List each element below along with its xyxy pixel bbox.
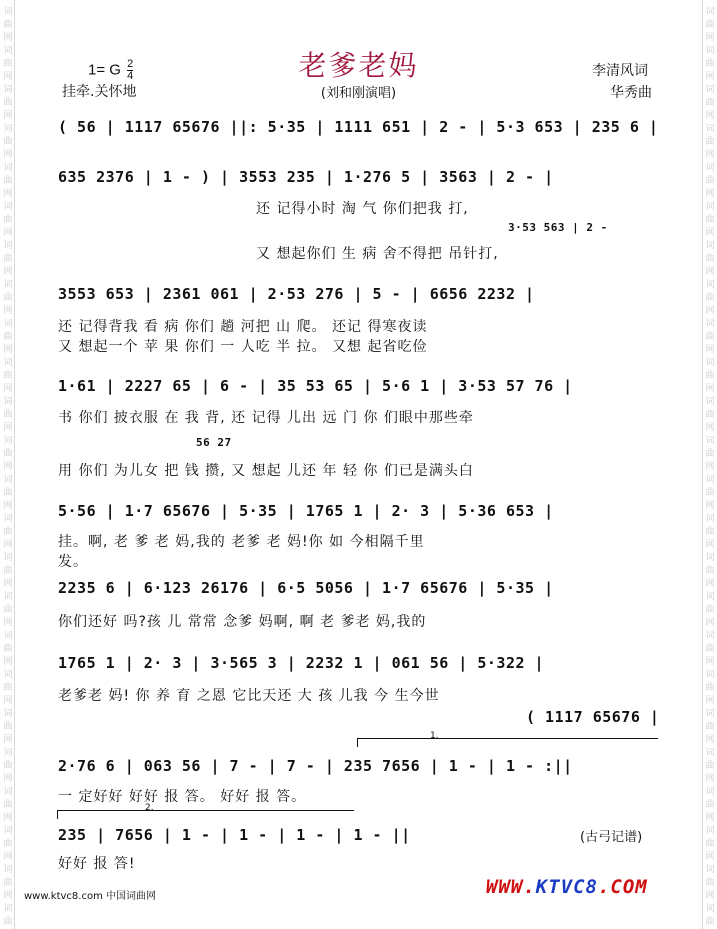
watermark-glyph: 曲 [3,839,13,849]
watermark-glyph: 曲 [3,566,13,576]
watermark-glyph: 曲 [705,20,715,30]
footer-logo-www: WWW. [486,876,536,898]
watermark-glyph: 曲 [705,371,715,381]
time-signature [127,59,133,82]
notation-row-4: 3553 653 | 2361 061 | 2·53 276 | 5 - | 6656 2232 | [58,285,535,303]
watermark-glyph: 曲 [3,449,13,459]
watermark-glyph: 词 [3,865,13,875]
watermark-glyph: 曲 [705,878,715,888]
watermark-glyph: 曲 [3,332,13,342]
watermark-glyph: 网 [705,891,715,901]
watermark-glyph: 词 [3,202,13,212]
watermark-glyph: 曲 [705,410,715,420]
footer-site-credit: www.ktvc8.com 中国词曲网 [24,891,157,902]
watermark-glyph: 曲 [705,98,715,108]
watermark-glyph: 曲 [705,254,715,264]
watermark-glyph: 词 [3,85,13,95]
lyric-row-2: 还 记得小时 淘 气 你们把我 打, [256,201,469,217]
watermark-glyph: 曲 [705,644,715,654]
right-margin-watermark [702,0,717,929]
volta-2-label: 2. [145,803,154,813]
watermark-glyph: 曲 [3,176,13,186]
lyricist-credit: 李清风词 [592,63,648,79]
performer-credit: (刘和刚演唱) [320,86,397,101]
watermark-glyph: 网 [705,345,715,355]
watermark-glyph: 网 [3,267,13,277]
watermark-glyph: 网 [705,189,715,199]
volta-2-bracket [57,810,354,819]
watermark-glyph: 网 [3,852,13,862]
watermark-glyph: 曲 [3,722,13,732]
watermark-glyph: 网 [3,384,13,394]
lyric-row-11: 好好 报 答! [58,856,136,872]
watermark-glyph: 词 [3,436,13,446]
watermark-glyph: 网 [3,891,13,901]
lyric-row-3: 又 想起你们 生 病 舍不得把 吊针打, [256,246,499,262]
watermark-glyph: 曲 [3,215,13,225]
watermark-glyph: 曲 [705,449,715,459]
watermark-glyph: 网 [705,150,715,160]
footer-logo-com: .COM [597,876,648,898]
watermark-glyph: 网 [705,774,715,784]
watermark-glyph: 词 [705,787,715,797]
watermark-glyph: 曲 [3,644,13,654]
watermark-glyph: 网 [3,579,13,589]
lyric-row-7: 挂。啊, 老 爹 老 妈,我的 老爹 老 妈!你 如 今相隔千里 [58,534,425,550]
watermark-glyph: 词 [705,709,715,719]
watermark-glyph: 曲 [705,137,715,147]
watermark-glyph: 曲 [705,215,715,225]
watermark-glyph: 词 [705,592,715,602]
watermark-glyph: 词 [705,826,715,836]
watermark-glyph: 曲 [3,488,13,498]
watermark-glyph: 网 [3,540,13,550]
watermark-glyph: 词 [3,787,13,797]
watermark-glyph: 网 [705,696,715,706]
watermark-glyph: 词 [3,163,13,173]
watermark-glyph: 网 [705,579,715,589]
watermark-glyph: 网 [705,423,715,433]
lyric-row-7-extra: 发。 [58,554,88,570]
watermark-glyph: 网 [3,345,13,355]
watermark-glyph: 网 [3,150,13,160]
notation-row-2: 635 2376 | 1 - ) | 3553 235 | 1·276 5 | 3563 | 2 - | [58,168,554,186]
watermark-glyph: 曲 [3,917,13,927]
watermark-glyph: 词 [705,865,715,875]
watermark-glyph: 曲 [3,59,13,69]
watermark-glyph: 词 [3,553,13,563]
watermark-glyph: 词 [705,163,715,173]
watermark-glyph: 网 [705,462,715,472]
watermark-glyph: 词 [3,241,13,251]
watermark-glyph: 曲 [3,98,13,108]
watermark-glyph: 词 [705,475,715,485]
watermark-glyph: 词 [705,670,715,680]
key-text: 1= G [88,61,121,79]
watermark-glyph: 网 [705,501,715,511]
watermark-glyph: 网 [3,33,13,43]
watermark-glyph: 词 [705,280,715,290]
watermark-glyph: 词 [3,358,13,368]
watermark-glyph: 网 [3,306,13,316]
lyric-row-6: 用 你们 为儿女 把 钱 攒, 又 想起 儿还 年 轻 你 们已是满头白 [58,463,474,479]
lyric-row-5: 书 你们 披衣服 在 我 背, 还 记得 儿出 远 门 你 们眼中那些牵 [58,410,474,426]
watermark-glyph: 词 [705,436,715,446]
watermark-glyph: 词 [3,46,13,56]
watermark-glyph: 词 [705,202,715,212]
watermark-glyph: 曲 [705,176,715,186]
watermark-glyph: 曲 [705,332,715,342]
watermark-glyph: 曲 [705,917,715,927]
lyric-row-10: 一 定好好 好好 报 答。 好好 报 答。 [58,789,307,805]
watermark-glyph: 网 [705,72,715,82]
watermark-glyph: 词 [705,46,715,56]
watermark-glyph: 网 [705,384,715,394]
watermark-glyph: 词 [3,397,13,407]
watermark-glyph: 曲 [705,488,715,498]
notation-row-9-tail: ( 1117 65676 | [526,708,660,726]
watermark-glyph: 词 [3,124,13,134]
notation-row-9: 1765 1 | 2· 3 | 3·565 3 | 2232 1 | 061 56 | 5·322 | [58,654,545,672]
notation-row-7: 5·56 | 1·7 65676 | 5·35 | 1765 1 | 2· 3 | 5·36 653 | [58,502,554,520]
watermark-glyph: 曲 [3,293,13,303]
watermark-glyph: 曲 [3,878,13,888]
watermark-glyph: 网 [705,306,715,316]
watermark-glyph: 网 [3,774,13,784]
watermark-glyph: 词 [705,358,715,368]
watermark-glyph: 网 [3,618,13,628]
watermark-glyph: 词 [3,475,13,485]
watermark-glyph: 网 [705,111,715,121]
watermark-glyph: 曲 [705,59,715,69]
watermark-glyph: 网 [3,462,13,472]
watermark-glyph: 网 [3,423,13,433]
watermark-glyph: 网 [3,111,13,121]
watermark-glyph: 词 [3,826,13,836]
watermark-glyph: 网 [705,540,715,550]
variant-notation-row-6: 56 27 [196,436,232,449]
watermark-glyph: 词 [3,7,13,17]
watermark-glyph: 网 [705,735,715,745]
variant-notation-row-3: 3·53 563 | 2 - [508,221,608,234]
watermark-glyph: 网 [3,501,13,511]
volta-1-bracket [357,738,658,747]
watermark-glyph: 词 [705,124,715,134]
notation-row-1: ( 56 | 1117 65676 ||: 5·35 | 1111 651 | 2 - | 5·3 653 | 235 6 | [58,118,659,136]
notation-row-10: 2·76 6 | 063 56 | 7 - | 7 - | 235 7656 | 1 - | 1 - :|| [58,757,573,775]
lyric-row-9: 老爹老 妈! 你 养 育 之恩 它比天还 大 孩 儿我 今 生今世 [58,688,440,704]
watermark-glyph: 曲 [705,683,715,693]
watermark-glyph: 词 [3,709,13,719]
notation-row-11: 235 | 7656 | 1 - | 1 - | 1 - | 1 - || [58,826,411,844]
watermark-glyph: 曲 [3,410,13,420]
notation-row-8: 2235 6 | 6·123 26176 | 6·5 5056 | 1·7 65676 | 5·35 | [58,579,554,597]
watermark-glyph: 网 [3,696,13,706]
watermark-glyph: 曲 [705,527,715,537]
watermark-glyph: 词 [3,514,13,524]
watermark-glyph: 词 [705,553,715,563]
watermark-glyph: 词 [705,514,715,524]
left-margin-watermark [0,0,15,929]
lyric-row-4-verse-2: 又 想起一个 苹 果 你们 一 人吃 半 拉。 又想 起省吃俭 [58,339,428,355]
watermark-glyph: 曲 [705,839,715,849]
lyric-row-4-verse-1: 还 记得背我 看 病 你们 趟 河把 山 爬。 还记 得寒夜读 [58,319,428,335]
watermark-glyph: 网 [3,813,13,823]
watermark-glyph: 曲 [3,527,13,537]
watermark-glyph: 词 [3,319,13,329]
watermark-glyph: 网 [705,267,715,277]
watermark-glyph: 曲 [3,605,13,615]
watermark-glyph: 词 [3,631,13,641]
expression-marking: 挂牵.关怀地 [62,84,137,100]
watermark-glyph: 词 [705,241,715,251]
watermark-glyph: 网 [705,657,715,667]
volta-1-label: 1. [430,731,439,741]
watermark-glyph: 网 [3,228,13,238]
watermark-glyph: 词 [705,85,715,95]
notation-row-5: 1·61 | 2227 65 | 6 - | 35 53 65 | 5·6 1 | 3·53 57 76 | [58,377,573,395]
footer-logo [486,876,648,898]
watermark-glyph: 网 [3,72,13,82]
transcriber-note: (古弓记谱) [580,830,643,845]
watermark-glyph: 词 [705,319,715,329]
watermark-glyph: 曲 [3,371,13,381]
watermark-glyph: 词 [3,592,13,602]
watermark-glyph: 曲 [3,137,13,147]
key-signature [88,59,133,82]
watermark-glyph: 曲 [3,20,13,30]
time-sig-denominator: 4 [127,70,134,82]
watermark-glyph: 网 [3,657,13,667]
time-sig-numerator: 2 [127,58,134,70]
watermark-glyph: 词 [705,904,715,914]
composer-credit: 华秀曲 [610,85,652,101]
watermark-glyph: 网 [705,618,715,628]
watermark-glyph: 词 [705,631,715,641]
watermark-glyph: 词 [3,748,13,758]
watermark-glyph: 曲 [705,722,715,732]
watermark-glyph: 网 [3,189,13,199]
watermark-glyph: 曲 [3,761,13,771]
watermark-glyph: 网 [705,33,715,43]
watermark-glyph: 曲 [705,566,715,576]
watermark-glyph: 词 [705,397,715,407]
watermark-glyph: 网 [3,735,13,745]
watermark-glyph: 曲 [705,605,715,615]
watermark-glyph: 网 [705,813,715,823]
watermark-glyph: 曲 [705,800,715,810]
footer-logo-ktvc8: KTVC8 [535,876,598,898]
watermark-glyph: 曲 [3,254,13,264]
watermark-glyph: 曲 [705,293,715,303]
watermark-glyph: 曲 [3,800,13,810]
watermark-glyph: 词 [3,904,13,914]
song-title: 老爹老妈 [298,49,419,82]
watermark-glyph: 词 [705,7,715,17]
watermark-glyph: 曲 [705,761,715,771]
watermark-glyph: 词 [3,280,13,290]
watermark-glyph: 网 [705,228,715,238]
watermark-glyph: 词 [705,748,715,758]
watermark-glyph: 曲 [3,683,13,693]
watermark-glyph: 词 [3,670,13,680]
lyric-row-8: 你们还好 吗?孩 儿 常常 念爹 妈啊, 啊 老 爹老 妈,我的 [58,614,427,630]
watermark-glyph: 网 [705,852,715,862]
